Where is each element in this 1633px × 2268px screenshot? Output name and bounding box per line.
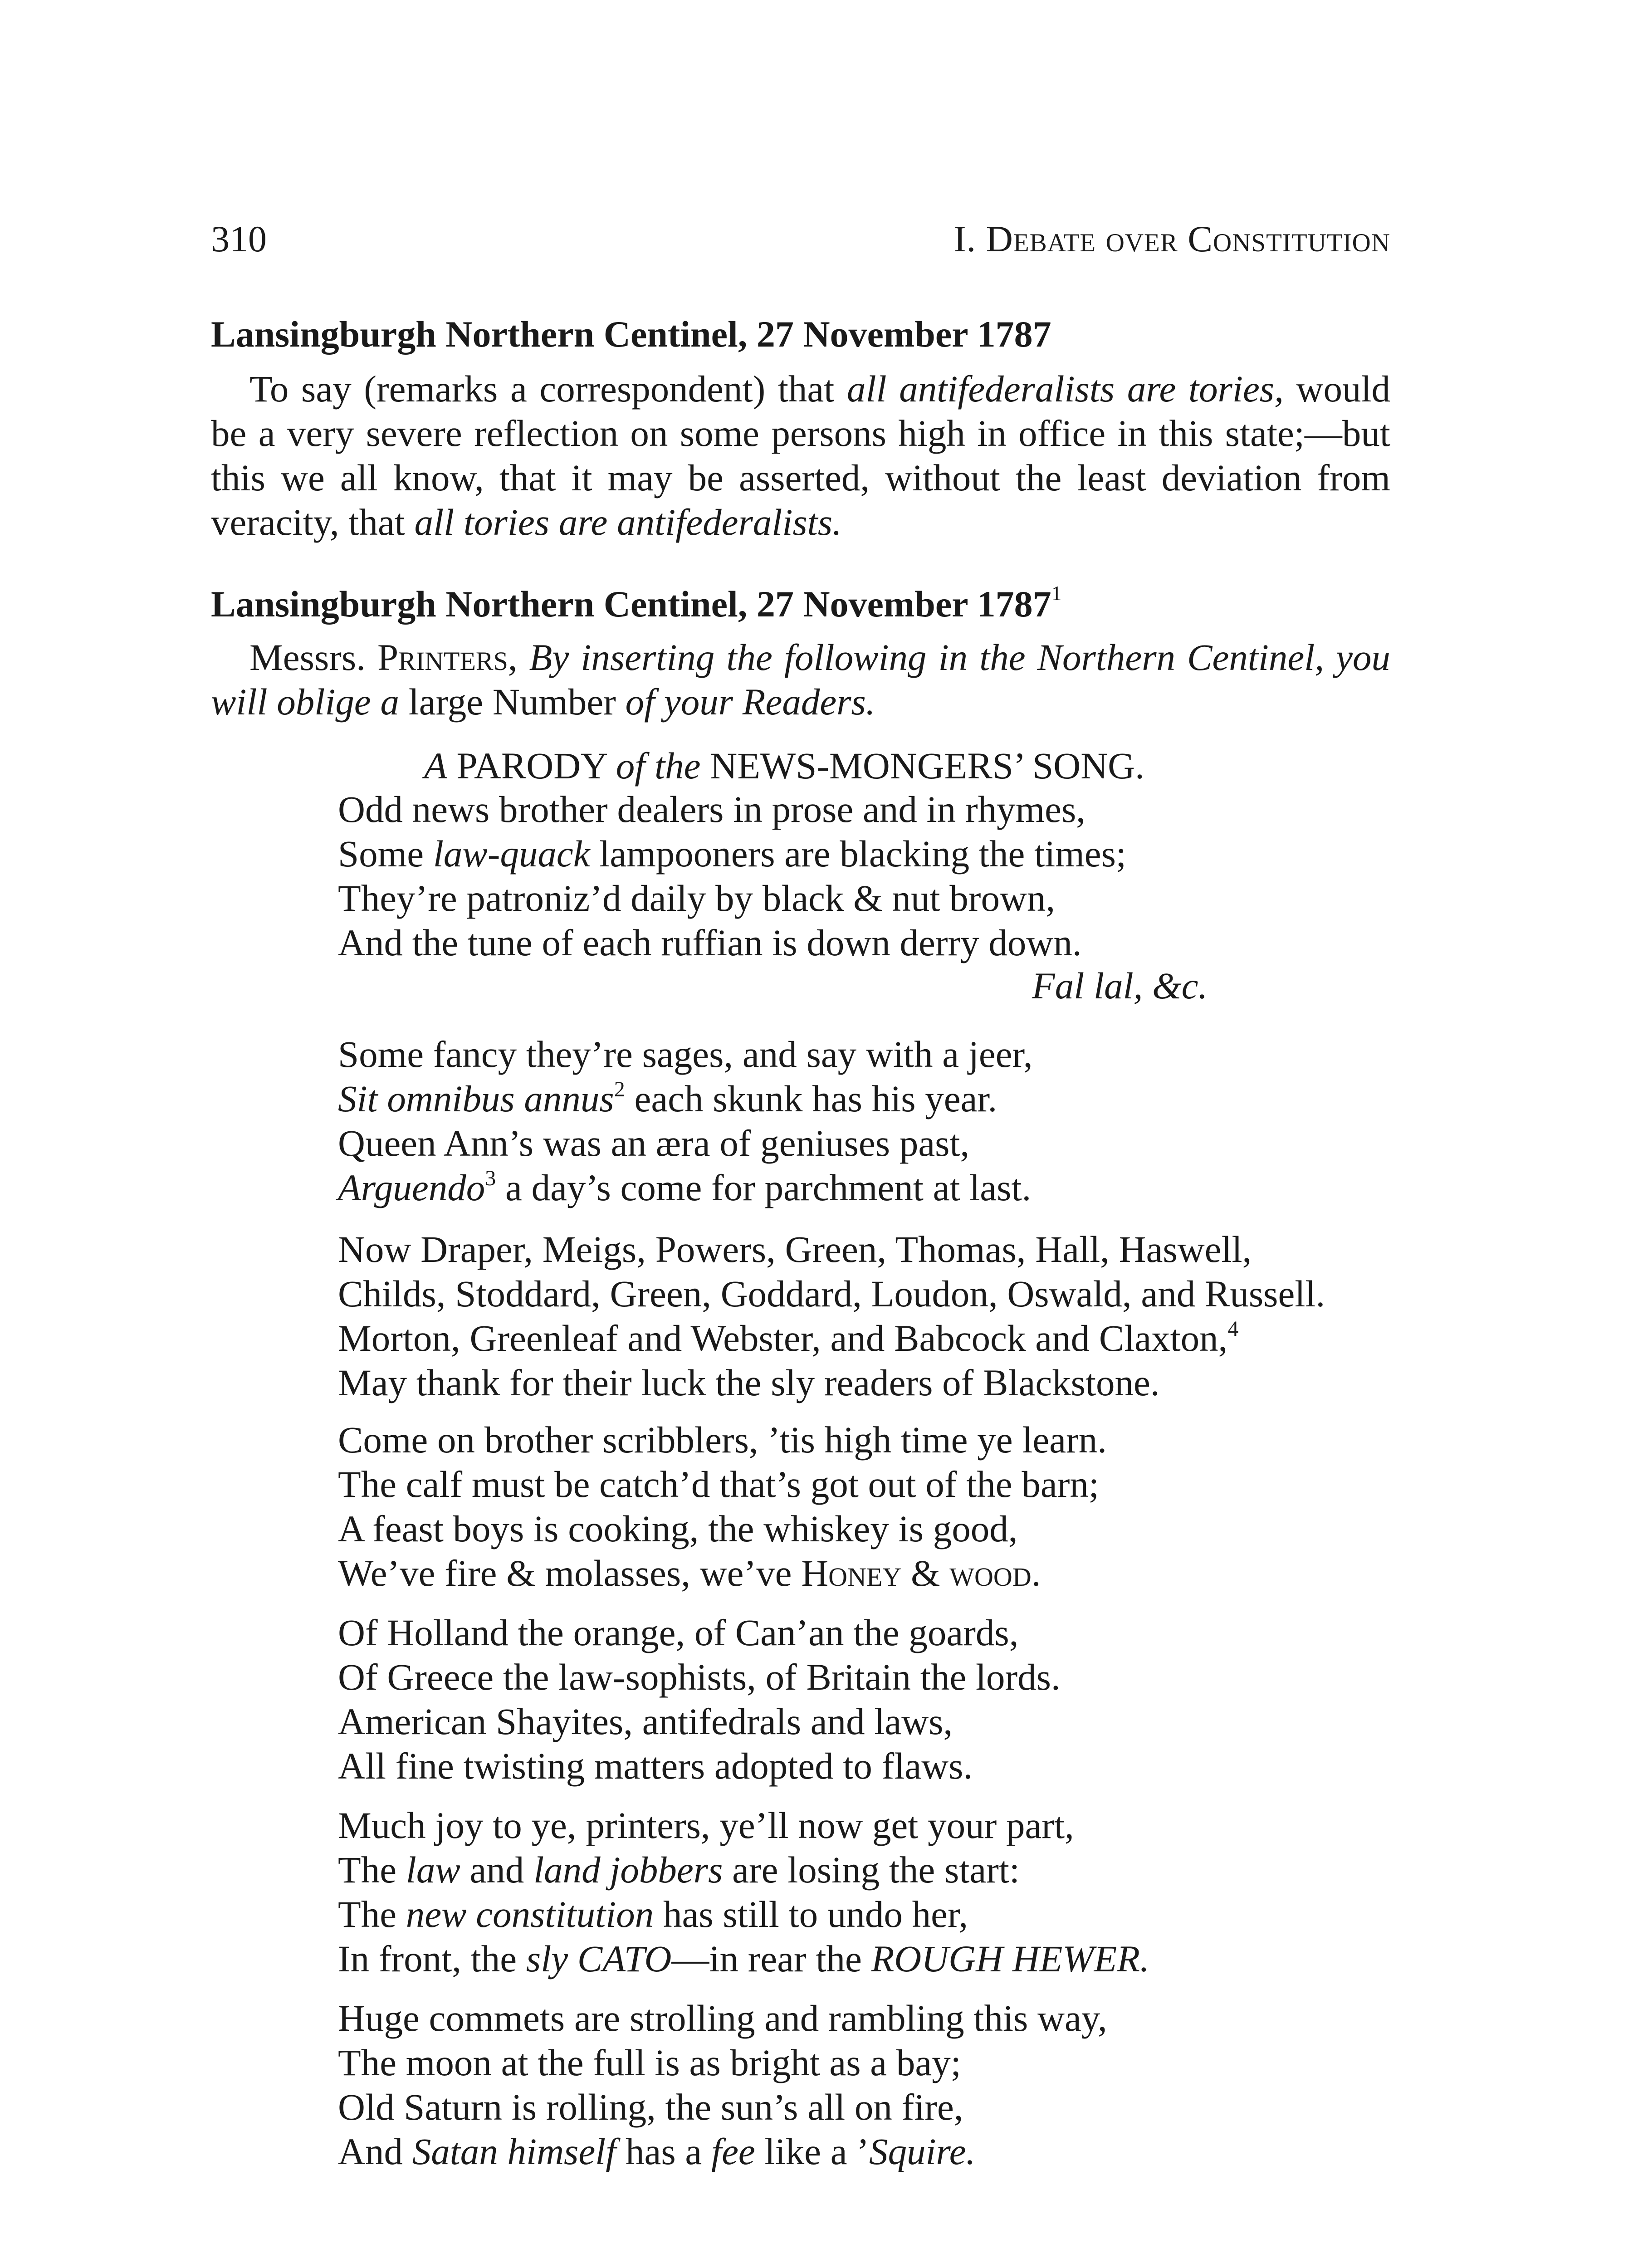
- poem-line: Of Holland the orange, of Can’an the goards,: [338, 1612, 1019, 1653]
- refrain: Fal lal, &c.: [1032, 965, 1208, 1007]
- poem-stanza: [338, 787, 1427, 965]
- article-heading: Lansingburgh Northern Centinel, 27 November 1787: [211, 313, 1051, 355]
- running-header: [211, 218, 1390, 268]
- poem-stanza: [338, 1996, 1427, 2174]
- poem-line: Come on brother scribblers, ’tis high time ye learn.: [338, 1419, 1107, 1461]
- poem-line: Morton, Greenleaf and Webster, and Babcock and Claxton,$^4$: [338, 1317, 1239, 1359]
- poem-line: Some law-quack lampooners are blacking the times;: [338, 833, 1126, 875]
- poem-line: Much joy to ye, printers, ye’ll now get your part,: [338, 1804, 1074, 1846]
- poem-stanza: [338, 1610, 1427, 1788]
- poem-line: Old Saturn is rolling, the sun’s all on fire,: [338, 2086, 963, 2128]
- poem-line: Now Draper, Meigs, Powers, Green, Thomas, Hall, Haswell,: [338, 1228, 1252, 1270]
- article-paragraph: To say (remarks a correspondent) that all antifederalists are tories, would be a very severe reflection on some persons high in office in this state;—but this we all know, that it may be asserted, without the least deviation from veracity, that all tories are antifederalists.: [211, 368, 1391, 543]
- poem-line: Odd news brother dealers in prose and in rhymes,: [338, 788, 1086, 830]
- poem-line: Some fancy they’re sages, and say with a jeer,: [338, 1033, 1033, 1075]
- article-heading: Lansingburgh Northern Centinel, 27 November 1787$^1$: [211, 581, 1062, 625]
- poem-line: The law and land jobbers are losing the start:: [338, 1849, 1020, 1891]
- poem-line: The new constitution has still to undo her,: [338, 1893, 968, 1935]
- poem-stanza: [338, 1418, 1427, 1595]
- running-title: I. Debate over Constitution: [953, 218, 1390, 259]
- poem-line: Huge commets are strolling and rambling this way,: [338, 1997, 1107, 2039]
- poem-line: A feast boys is cooking, the whiskey is good,: [338, 1508, 1018, 1549]
- page-number: 310: [211, 218, 267, 259]
- footnote-marker: 3: [485, 1166, 496, 1191]
- poem-line: And Satan himself has a fee like a ’Squire.: [338, 2131, 976, 2172]
- poem-line: All fine twisting matters adopted to flaws.: [338, 1745, 973, 1787]
- poem-line: Sit omnibus annus$^2$ each skunk has his year.: [338, 1077, 997, 1119]
- poem-stanza: [338, 1227, 1427, 1405]
- poem-line: They’re patroniz’d daily by black & nut brown,: [338, 877, 1056, 919]
- poem-title: A PARODY of the NEWS-MONGERS’ SONG.: [424, 745, 1144, 787]
- footnote-marker: 2: [614, 1077, 625, 1102]
- footnote-marker: 1: [1051, 581, 1062, 605]
- poem-line: The moon at the full is as bright as a bay;: [338, 2042, 961, 2083]
- poem-line: Arguendo$^3$ a day’s come for parchment at last.: [338, 1166, 1032, 1208]
- poem-line: We’ve fire & molasses, we’ve Honey & wood.: [338, 1552, 1041, 1594]
- poem-line: Queen Ann’s was an æra of geniuses past,: [338, 1122, 970, 1164]
- poem-line: The calf must be catch’d that’s got out of the barn;: [338, 1463, 1099, 1505]
- footnote-marker: 4: [1227, 1317, 1239, 1341]
- poem-line: American Shayites, antifedrals and laws,: [338, 1701, 953, 1742]
- poem-line: In front, the sly CATO—in rear the ROUGH HEWER.: [338, 1938, 1149, 1980]
- poem-stanza: [338, 1803, 1427, 1981]
- poem-line: Of Greece the law-sophists, of Britain the lords.: [338, 1656, 1061, 1698]
- poem-line: May thank for their luck the sly readers of Blackstone.: [338, 1362, 1160, 1403]
- poem-line: Childs, Stoddard, Green, Goddard, Loudon, Oswald, and Russell.: [338, 1273, 1325, 1315]
- poem-line: And the tune of each ruffian is down derry down.: [338, 922, 1082, 963]
- poem-stanza: [338, 1032, 1427, 1210]
- editor-note-paragraph: Messrs. Printers, By inserting the following in the Northern Centinel, you will oblige a large Number of your Readers.: [211, 636, 1390, 723]
